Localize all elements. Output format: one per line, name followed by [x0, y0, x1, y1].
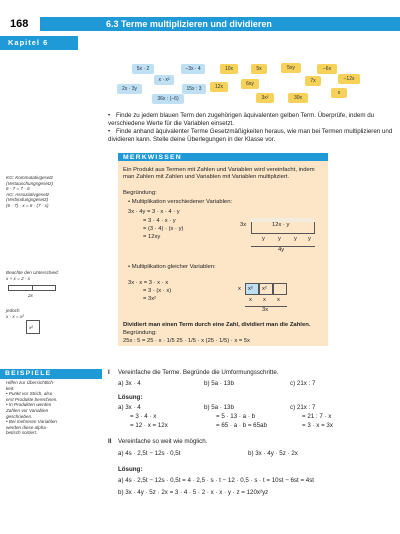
b2-text: Multiplikation gleicher Variablen:	[131, 264, 216, 270]
grid2-bottom-label: 3x	[262, 307, 269, 313]
blue-tile: 2x · 3y	[117, 84, 142, 94]
bullet-dot: •	[108, 112, 111, 119]
m2-line-0: 3x · x = 3 · x · x	[128, 280, 169, 286]
side-law-line: KG: Kommutativgesetz	[6, 175, 53, 180]
merkwissen-intro: Ein Produkt aus Termen mit Zahlen und Variablen wird vereinfacht, indem man Zahlen mit Zahlen und Variablen mit Variablen multipliziert.	[123, 167, 315, 181]
II-a-solution: a) 4s · 2,5t − 12s · 0,5t = 4 · 2,5 · s · t − 12 · 0,5 · s · t = 10st − 6st = 4st	[118, 477, 315, 484]
grid1-y3: y	[294, 236, 297, 242]
yellow-tile: 12x	[210, 82, 228, 92]
b2-label: • Multiplikation gleicher Variablen:	[128, 264, 216, 270]
grid2-x3: x	[277, 297, 280, 303]
example-II-loesung: Lösung:	[118, 466, 143, 473]
example-I-loesung: Lösung:	[118, 394, 143, 401]
I-c-line-2: = 3 · x = 3x	[302, 422, 333, 429]
begruendung-label: Begründung:	[123, 190, 157, 196]
yellow-tile: −12x	[338, 74, 360, 84]
b1-label: • Multiplikation verschiedener Variablen:	[128, 199, 233, 205]
side-hint-line: • In Produkten werden	[6, 402, 52, 408]
grid1-center-label: 12x · y	[272, 222, 290, 228]
grid2-cell-3	[273, 283, 287, 295]
example-II-task-b: b) 3x · 4y · 5z · 2x	[248, 450, 298, 457]
I-a-line-0: a) 3x · 4	[118, 404, 141, 411]
task-text: Finde anhand äquivalenter Terme Gesetzmäßigkeiten heraus, wie man bei Termen multiplizieren und dividieren kann. Stelle deine Überlegungen in der Klasse vor.	[108, 128, 393, 143]
grid1-y1: y	[262, 236, 265, 242]
I-b-line-0: b) 5a · 13b	[204, 404, 234, 411]
grid1-bottom-label: 4y	[278, 247, 285, 253]
grid2-x2: x	[263, 297, 266, 303]
example-I-task-b: b) 5a · 13b	[204, 380, 234, 387]
side-note-line: x + x = 2 · x	[6, 275, 30, 281]
task-2	[108, 128, 393, 144]
side-laws	[6, 175, 101, 209]
side-hint-line: keit:	[6, 385, 15, 391]
yellow-tile: 3x²	[256, 93, 274, 103]
side-hint-line: erst Produkte berechnen.	[6, 396, 58, 402]
div-rule: Dividiert man einen Term durch eine Zahl, dividiert man die Zahlen.	[123, 322, 311, 328]
blue-tile: 36x : (−6)	[152, 94, 184, 104]
yellow-tile: 10x	[220, 64, 238, 74]
grid2-cell-1-label: x²	[248, 286, 253, 292]
side-hint-line: Zahlen vor Variablen	[6, 407, 49, 413]
m1-line-1: = 3 · 4 · x · y	[143, 218, 176, 224]
m1-line-0: 3x · 4y = 3 · x · 4 · y	[128, 209, 180, 215]
example-I-task-a: a) 3x · 4	[118, 380, 141, 387]
grid1-left-label: 3x	[240, 222, 247, 228]
example-II-number: II	[108, 438, 112, 445]
m3-line: 25x : 5 = 25 · x · 1/5 25 · 1/5 · x (25 · 1/5) · x = 5x	[123, 338, 250, 344]
side-hint-line: • Bei mehreren Variablen	[6, 419, 57, 425]
side-hint-line: werden diese alpha-	[6, 424, 48, 430]
side-law-line: (Vertauschungsgesetz)	[6, 180, 54, 186]
I-a-line-1: = 3 · 4 · x	[130, 413, 157, 420]
bullet-dot: •	[108, 128, 111, 135]
task-text: Finde zu jedem blauen Term den zugehörigen äquivalenten gelben Term. Überprüfe, indem du verschiedene Werte für die Variablen einsetzt.	[108, 112, 375, 127]
m1-line-3: = 12xy	[143, 234, 161, 240]
grid2-x1: x	[249, 297, 252, 303]
side-note-1	[6, 270, 101, 281]
I-c-line-0: c) 21x : 7	[290, 404, 316, 411]
beispiele-heading: BEISPIELE	[0, 369, 102, 379]
grid1-y4: y	[308, 236, 311, 242]
grid2-left: x	[238, 286, 241, 292]
blue-tile: 15x : 3	[182, 84, 206, 94]
example-II-task-a: a) 4s · 2,5t − 12s · 0,5t	[118, 450, 181, 457]
section-title: 6.3 Terme multiplizieren und dividieren	[106, 19, 272, 29]
example-I-task-c: c) 21x : 7	[290, 380, 316, 387]
side-law-line: AG: Assoziativgesetz	[6, 191, 50, 197]
example-I-text: Vereinfache die Terme. Begründe die Umformungsschritte.	[118, 369, 279, 376]
blue-tile: x · x²	[154, 75, 174, 85]
yellow-tile: 5x	[251, 64, 267, 74]
side-box-2-label: x²	[29, 325, 33, 330]
merkwissen-box	[118, 161, 328, 346]
side-law-line: (Verbindungsgesetz)	[6, 197, 49, 203]
merkwissen-heading-text: MERKWISSEN	[123, 154, 182, 161]
blue-tile: −3x · 4	[181, 64, 205, 74]
yellow-tile: −6x	[317, 64, 337, 74]
side-box-1-label: 2x	[28, 293, 33, 298]
I-b-line-2: = 65 · a · b = 65ab	[216, 422, 267, 429]
example-I-number: I	[108, 369, 110, 376]
yellow-tile: 5xy	[281, 63, 301, 73]
I-c-line-1: = 21 : 7 · x	[302, 413, 332, 420]
side-law-line: (6 · 7) · x = 6 · (7 · x)	[6, 202, 49, 208]
yellow-tile: 30x	[288, 93, 308, 103]
side-law-line: 6 · 7 = 7 · 6	[6, 186, 30, 192]
yellow-tile: 7x	[305, 76, 321, 86]
begruendung-label-2: Begründung:	[123, 330, 157, 336]
m2-line-1: = 3 · (x · x)	[143, 288, 172, 294]
I-a-line-2: = 12 · x = 12x	[130, 422, 168, 429]
yellow-tile: 6xy	[241, 79, 259, 89]
side-note-line: jedoch	[6, 308, 20, 313]
yellow-tile: x	[331, 88, 347, 98]
chapter-label: Kapitel 6	[0, 36, 78, 50]
b1-text: Multiplikation verschiedener Variablen:	[131, 199, 233, 205]
side-note-line: x · x = x²	[6, 313, 24, 319]
side-hint-line: • Punkt vor Strich, also	[6, 391, 53, 397]
side-note-2	[6, 308, 101, 319]
side-hint-line: geschrieben.	[6, 413, 33, 419]
side-box-1-divider	[32, 285, 33, 291]
m2-line-2: = 3x²	[143, 296, 157, 302]
side-hint-line: Hilfen zur Übersichtlich-	[6, 380, 55, 385]
side-note-line: Beachte den Unterschied:	[6, 270, 59, 275]
II-b-solution: b) 3x · 4y · 5z · 2x = 3 · 4 · 5 · 2 · x · x · y · z = 120x²yz	[118, 489, 269, 496]
side-hints	[6, 380, 101, 436]
grid1-y2: y	[278, 236, 281, 242]
m1-line-2: = (3 · 4) · (x · y)	[143, 226, 184, 232]
grid2-cell-2-label: x²	[262, 286, 267, 292]
side-hint-line: betisch sortiert.	[6, 430, 38, 436]
blue-tile: 5x · 2	[132, 64, 154, 74]
I-b-line-1: = 5 · 13 · a · b	[216, 413, 256, 420]
page-number: 168	[6, 17, 42, 31]
task-1	[108, 112, 393, 128]
example-II-text: Vereinfache so weit wie möglich.	[118, 438, 208, 445]
